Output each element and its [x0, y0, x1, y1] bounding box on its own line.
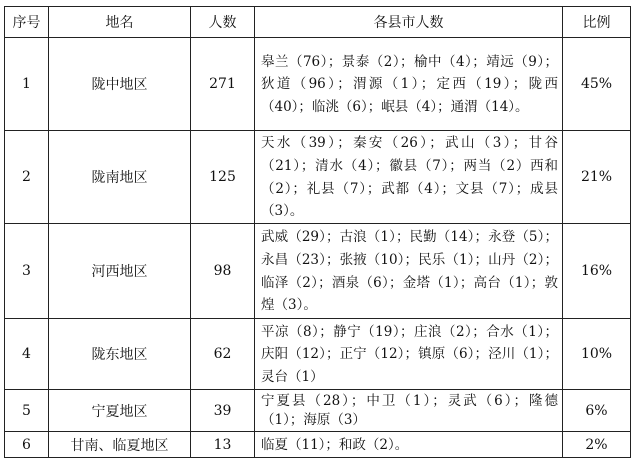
row-ratio: 21%: [563, 131, 631, 224]
table-row: [5, 38, 631, 131]
header-ratio: 比例: [563, 7, 631, 38]
row-county-details: 临夏（11）；和政（2）。: [255, 432, 563, 458]
row-region: 甘南、临夏地区: [49, 432, 191, 458]
table-row: [5, 131, 631, 224]
table-row: [5, 432, 631, 458]
header-count: 人数: [191, 7, 255, 38]
header-place: 地名: [49, 7, 191, 38]
row-ratio: 45%: [563, 38, 631, 131]
row-count: 62: [191, 319, 255, 390]
row-region: 河西地区: [49, 224, 191, 319]
row-region: 陇中地区: [49, 38, 191, 131]
row-count: 13: [191, 432, 255, 458]
row-county-details: 天水（39）；秦安（26）；武山（3）；甘谷（21）；清水（4）；徽县（7）；两当（2）西和（2）；礼县（7）；武都（4）；文县（7）；成县（3）。: [255, 131, 563, 224]
row-index: 3: [5, 224, 49, 319]
row-ratio: 16%: [563, 224, 631, 319]
row-count: 98: [191, 224, 255, 319]
table-row: [5, 224, 631, 319]
row-ratio: 2%: [563, 432, 631, 458]
row-county-details: 皋兰（76）；景泰（2）；榆中（4）；靖远（9）；狄道（96）；渭源（1）；定西（19）；陇西（40）；临洮（6）；岷县（4）；通渭（14）。: [255, 38, 563, 131]
header-index: 序号: [5, 7, 49, 38]
row-count: 125: [191, 131, 255, 224]
table-row: [5, 319, 631, 390]
row-county-details: 宁夏县（28）；中卫（1）；灵武（6）；隆德（1）；海原（3）: [255, 390, 563, 432]
row-ratio: 6%: [563, 390, 631, 432]
header-county-counts: 各县市人数: [255, 7, 563, 38]
row-count: 271: [191, 38, 255, 131]
row-ratio: 10%: [563, 319, 631, 390]
row-index: 6: [5, 432, 49, 458]
row-index: 4: [5, 319, 49, 390]
row-region: 宁夏地区: [49, 390, 191, 432]
row-index: 2: [5, 131, 49, 224]
row-count: 39: [191, 390, 255, 432]
row-region: 陇东地区: [49, 319, 191, 390]
header-row: [5, 7, 631, 38]
row-index: 5: [5, 390, 49, 432]
row-county-details: 武威（29）；古浪（1）；民勤（14）；永登（5）；永昌（23）；张掖（10）；民乐（1）；山丹（2）；临泽（2）；酒泉（6）；金塔（1）；高台（1）；敦煌（3）。: [255, 224, 563, 319]
row-index: 1: [5, 38, 49, 131]
row-county-details: 平凉（8）；静宁（19）；庄浪（2）；合水（1）；庆阳（12）；正宁（12）；镇原（6）；泾川（1）；灵台（1）: [255, 319, 563, 390]
table-row: [5, 390, 631, 432]
row-region: 陇南地区: [49, 131, 191, 224]
region-statistics-table: [4, 6, 631, 458]
